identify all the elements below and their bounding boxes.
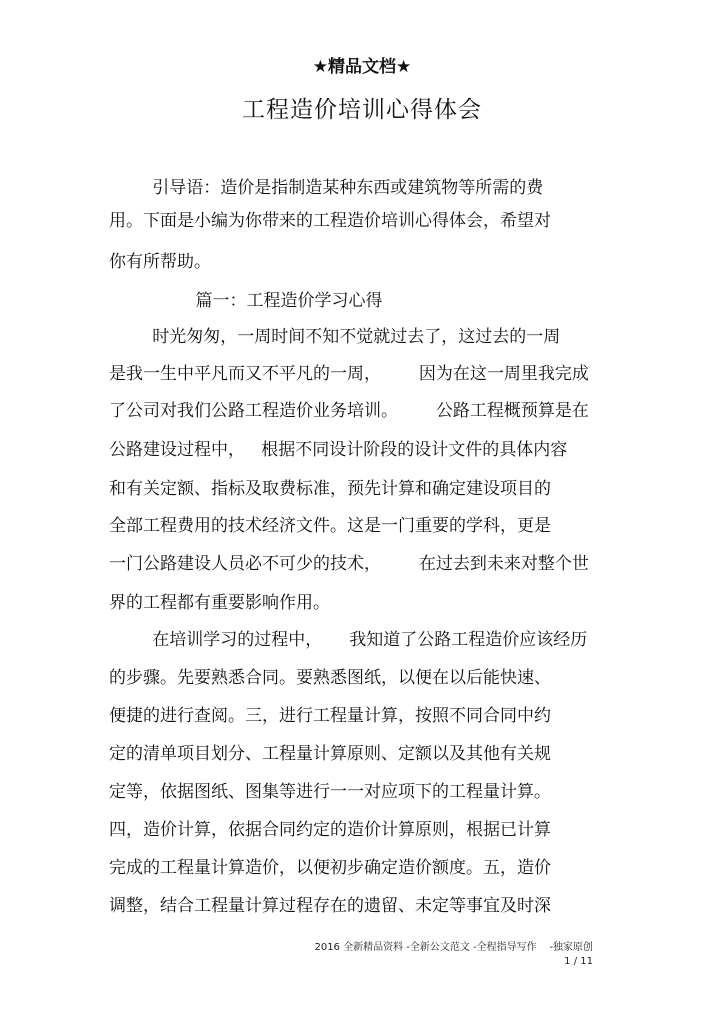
body-line: 调整，结合工程量计算过程存在的遗留、未定等事宜及时深 bbox=[109, 896, 551, 916]
body-line: 了公司对我们公路工程造价业务培训。 公路工程概预算是在 bbox=[109, 401, 589, 421]
body-line: 一门公路建设人员必不可少的技术， 在过去到未来对整个世 bbox=[109, 554, 589, 574]
body-line: 四，造价计算，依据合同约定的造价计算原则，根据已计算 bbox=[109, 820, 551, 840]
body-line: 你有所帮助。 bbox=[109, 252, 211, 272]
body-line: 是我一生中平凡而又不平凡的一周， 因为在这一周里我完成 bbox=[109, 364, 589, 384]
footer-promo: 2016 全新精品资料 -全新公文范文 -全程指导写作 -独家原创 bbox=[314, 942, 593, 953]
body-line: 完成的工程量计算造价，以便初步确定造价额度。五，造价 bbox=[109, 858, 551, 878]
body-line: 的步骤。先要熟悉合同。要熟悉图纸，以便在以后能快速、 bbox=[109, 668, 551, 688]
body-line: 界的工程都有重要影响作用。 bbox=[109, 593, 330, 613]
body-line: 全部工程费用的技术经济文件。这是一门重要的学科，更是 bbox=[109, 516, 551, 536]
body-line: 时光匆匆，一周时间不知不觉就过去了，这过去的一周 bbox=[109, 327, 561, 347]
quality-banner: ★精品文档★ bbox=[312, 57, 412, 77]
document-title: 工程造价培训心得体会 bbox=[242, 97, 482, 123]
body-line: 公路建设过程中， 根据不同设计阶段的设计文件的具体内容 bbox=[109, 440, 568, 460]
body-line: 定等，依据图纸、图集等进行一一对应项下的工程量计算。 bbox=[109, 782, 551, 802]
section-heading: 篇一：工程造价学习心得 bbox=[109, 291, 383, 311]
body-line: 和有关定额、指标及取费标准，预先计算和确定建设项目的 bbox=[109, 479, 551, 499]
body-line: 在培训学习的过程中， 我知道了公路工程造价应该经历 bbox=[109, 630, 588, 650]
body-line: 定的清单项目划分、工程量计算原则、定额以及其他有关规 bbox=[109, 744, 551, 764]
body-line: 引导语：造价是指制造某种东西或建筑物等所需的费 bbox=[109, 178, 544, 198]
body-line: 用。下面是小编为你带来的工程造价培训心得体会，希望对 bbox=[109, 211, 551, 231]
body-line: 便捷的进行查阅。三，进行工程量计算，按照不同合同中约 bbox=[109, 706, 551, 726]
page-number: 1 / 11 bbox=[564, 956, 593, 967]
